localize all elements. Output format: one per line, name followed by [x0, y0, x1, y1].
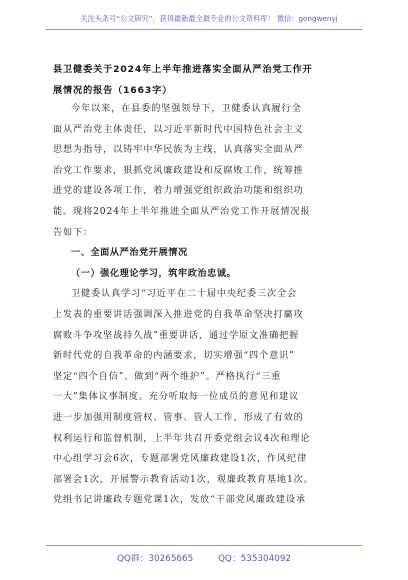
subsection-heading: （一）强化理论学习，筑牢政治忠诚。 [71, 268, 237, 279]
title-line: 县卫健委关于2024年上半年推进落实全面从严治党工作开 [53, 65, 313, 75]
body-line: 卫健委认真学习“习近平在二十届中央纪委三次全会 [71, 289, 298, 300]
body-line: 能。现将2024年上半年推进全面从严治党工作开展情况报 [53, 206, 311, 217]
document-title [53, 60, 358, 101]
footer-divider [46, 545, 362, 546]
body-line: 今年以来，在县委的坚强领导下，卫健委认真履行全 [71, 104, 302, 114]
body-line: 治党工作要求，狠抓党风廉政建设和反腐败工作，统筹推 [53, 165, 304, 176]
body-line: 上发表的重要讲话强调深入推进党的自我革命坚决打赢攻 [53, 309, 304, 320]
body-line: 一大”集体议事制度。充分听取每一位成员的意见和建议 [53, 392, 300, 403]
body-line: 中心组学习会6次，专题部署党风廉政建设1次，作风纪律 [53, 454, 308, 465]
body-line: 进一步加强用制度管权、管事、管人工作，形成了有效的 [53, 412, 304, 423]
section-heading: 一、全面从严治党开展情况 [71, 248, 188, 259]
footer-qq-contact: QQ：535304092 [218, 554, 292, 564]
body-line: 党组书记讲廉政专题党课1次，发放“干部党风廉政建设承 [53, 495, 306, 506]
body-line: 面从严治党主体责任，以习近平新时代中国特色社会主义 [53, 124, 304, 135]
body-line: 新时代党的自我革命的内涵要求，切实增强“四个意识” [53, 351, 295, 362]
body-line: 思想为指导，以铸牢中华民族为主线，认真落实全面从严 [53, 145, 304, 156]
body-line: 进党的建设各项工作，着力增强党组织政治功能和组织功 [53, 186, 304, 197]
body-line: 腐败斗争攻坚战持久战”重要讲话，通过学原文准确把握 [53, 330, 300, 341]
title-line: 展情况的报告（1663字） [53, 85, 173, 96]
body-line: 坚定“四个自信”、做到“两个维护”。严格执行“三重 [53, 371, 282, 382]
body-line: 部署会1次，开展警示教育活动1次，观廉政教育基地1次。 [53, 474, 314, 485]
footer-qq-group: QQ群：30265665 [117, 554, 194, 564]
body-line: 权利运行和监督机制，上半年共召开委党组会议4次和理论 [53, 433, 311, 444]
body-line: 告如下： [53, 227, 94, 238]
header-banner: 关注头条号“公文研究”，获得最新最全最专业的公文资料库！ 微信：gongwenyj [80, 14, 338, 23]
document-body [53, 99, 358, 511]
header-divider [46, 29, 362, 30]
